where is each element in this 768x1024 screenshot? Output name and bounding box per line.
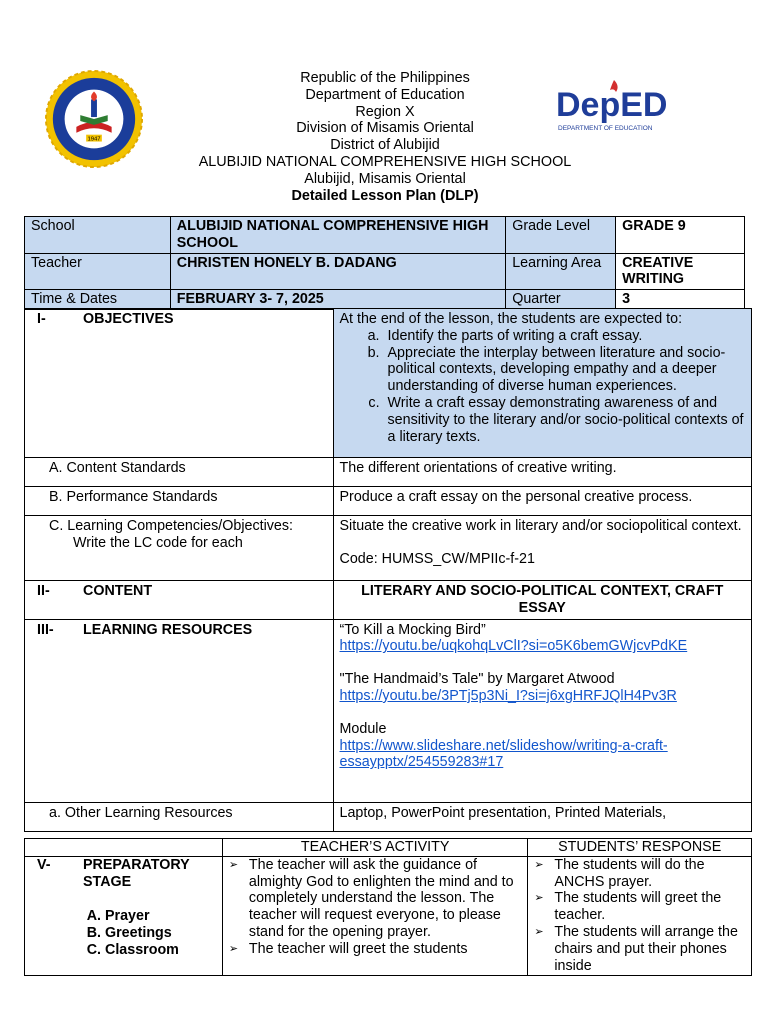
resource-3-link[interactable]: https://www.slideshare.net/slideshow/writing-a-craft- bbox=[339, 737, 668, 754]
grade-label: Grade Level bbox=[506, 217, 616, 254]
info-table bbox=[24, 216, 745, 310]
content-value: LITERARY AND SOCIO-POLITICAL CONTEXT, CRAFT ESSAY bbox=[333, 581, 751, 620]
student-response-list bbox=[534, 857, 745, 975]
performance-standards-label: B. Performance Standards bbox=[49, 489, 218, 505]
teacher-activity-item: ➢ The teacher will greet the students bbox=[228, 940, 468, 957]
arrow-bullet-icon: ➢ bbox=[534, 892, 544, 905]
student-response-header: STUDENTS’ RESPONSE bbox=[528, 839, 752, 857]
dates-label: Time & Dates bbox=[25, 290, 171, 310]
teacher-activity-header: TEACHER’S ACTIVITY bbox=[222, 839, 527, 857]
header-district: District of Alubijid bbox=[330, 137, 440, 154]
resources-row bbox=[25, 619, 752, 802]
teacher-label: Teacher bbox=[25, 253, 171, 290]
objectives-heading: OBJECTIVES bbox=[83, 311, 174, 327]
activity-header-row bbox=[25, 839, 752, 857]
student-response-item: ➢ The students will arrange the chairs and put their phones inside bbox=[534, 923, 738, 974]
resource-1-title: “To Kill a Mocking Bird” bbox=[339, 621, 486, 638]
header-department: Department of Education bbox=[305, 86, 465, 103]
document-header bbox=[140, 70, 630, 204]
teacher-activity-list bbox=[229, 857, 521, 958]
stage-list bbox=[31, 908, 216, 958]
header-region: Region X bbox=[355, 103, 415, 120]
teacher-value: CHRISTEN HONELY B. DADANG bbox=[170, 253, 505, 290]
objective-item: c. Write a craft essay demonstrating awareness of and sensitivity to the literary and/or socio-political contexts of a literary texts. bbox=[384, 395, 745, 445]
area-value: CREATIVE WRITING bbox=[616, 253, 745, 290]
teacher-activity-item: ➢ The teacher will ask the guidance of almighty God to enlighten the mind and to completely understand the lesson. The teacher will request everyone, to please stand for the opening prayer. bbox=[228, 856, 514, 940]
objectives-list bbox=[340, 328, 745, 446]
performance-standards-row bbox=[25, 487, 752, 516]
objectives-box bbox=[333, 309, 751, 458]
info-row-school bbox=[25, 217, 745, 254]
preparatory-row bbox=[25, 856, 752, 975]
objective-item: b. Appreciate the interplay between literature and socio-political contexts, developing empathy and a deeper understanding of diverse human experiences. bbox=[384, 345, 745, 395]
dates-value: FEBRUARY 3- 7, 2025 bbox=[170, 290, 505, 310]
resource-1-link[interactable]: https://youtu.be/uqkohqLvClI?si=o5K6bemGWjcvPdKE bbox=[339, 638, 688, 655]
other-resources-value: Laptop, PowerPoint presentation, Printed Materials, bbox=[333, 802, 751, 831]
arrow-bullet-icon: ➢ bbox=[228, 942, 239, 955]
student-response-item: ➢ The students will greet the teacher. bbox=[534, 890, 722, 924]
stage-item: A. Prayer bbox=[105, 908, 216, 925]
competencies-label: C. Learning Competencies/Objectives: bbox=[49, 518, 293, 534]
svg-text:DEPARTMENT OF EDUCATION: DEPARTMENT OF EDUCATION bbox=[558, 125, 653, 132]
stage-item: B. Greetings bbox=[105, 925, 216, 942]
competencies-row bbox=[25, 516, 752, 581]
other-resources-label: a. Other Learning Resources bbox=[49, 804, 233, 821]
school-value: ALUBIJID NATIONAL COMPREHENSIVE HIGH SCHOOL bbox=[170, 217, 505, 254]
header-division: Division of Misamis Oriental bbox=[296, 120, 474, 137]
stage-item: C. Classroom bbox=[105, 942, 216, 959]
header-address: Alubijid, Misamis Oriental bbox=[304, 170, 466, 187]
content-standards-row bbox=[25, 458, 752, 487]
objectives-number: I- bbox=[37, 311, 46, 327]
arrow-bullet-icon: ➢ bbox=[228, 858, 239, 871]
arrow-bullet-icon: ➢ bbox=[534, 858, 544, 871]
student-response-item: ➢ The students will do the ANCHS prayer. bbox=[534, 856, 705, 890]
content-heading: CONTENT bbox=[83, 583, 153, 599]
info-row-teacher bbox=[25, 253, 745, 290]
content-standards-value: The different orientations of creative writing. bbox=[333, 458, 751, 487]
quarter-label: Quarter bbox=[506, 290, 616, 310]
objectives-row bbox=[25, 309, 752, 458]
objectives-intro: At the end of the lesson, the students are expected to: bbox=[339, 311, 683, 327]
arrow-bullet-icon: ➢ bbox=[534, 925, 544, 938]
competencies-sublabel: Write the LC code for each bbox=[73, 534, 243, 551]
content-standards-label: A. Content Standards bbox=[49, 460, 186, 476]
header-school: ALUBIJID NATIONAL COMPREHENSIVE HIGH SCHOOL bbox=[198, 153, 572, 170]
svg-text:DepED: DepED bbox=[556, 86, 668, 124]
resource-3-title: Module bbox=[339, 720, 387, 737]
competencies-code: Code: HUMSS_CW/MPIIc-f-21 bbox=[339, 550, 535, 567]
info-row-dates bbox=[25, 290, 745, 310]
other-resources-row bbox=[25, 802, 752, 831]
school-label: School bbox=[25, 217, 171, 254]
stage-label-cont: STAGE bbox=[83, 873, 132, 890]
stage-label: PREPARATORY bbox=[83, 856, 190, 873]
school-seal-logo bbox=[45, 70, 143, 168]
resource-2-title: "The Handmaid’s Tale" by Margaret Atwood bbox=[339, 671, 615, 688]
header-republic: Republic of the Philippines bbox=[300, 70, 470, 86]
objective-item: a. Identify the parts of writing a craft essay. bbox=[384, 328, 745, 345]
area-label: Learning Area bbox=[506, 253, 616, 290]
resources-heading: LEARNING RESOURCES bbox=[83, 621, 253, 638]
performance-standards-value: Produce a craft essay on the personal creative process. bbox=[333, 487, 751, 516]
content-row bbox=[25, 581, 752, 620]
stage-number: V- bbox=[37, 856, 51, 873]
document-title: Detailed Lesson Plan (DLP) bbox=[291, 187, 479, 204]
resource-2-link[interactable]: https://youtu.be/3PTj5p3Ni_I?si=j6xgHRFJQlH4Pv3R bbox=[339, 687, 677, 704]
resource-3-link-cont[interactable]: essaypptx/254559283#17 bbox=[339, 754, 504, 771]
quarter-value: 3 bbox=[616, 290, 745, 310]
activity-table bbox=[24, 838, 752, 976]
svg-text:1947: 1947 bbox=[87, 136, 101, 143]
content-number: II- bbox=[37, 583, 50, 599]
lesson-table bbox=[24, 308, 752, 832]
resources-number: III- bbox=[37, 621, 54, 638]
competencies-value: Situate the creative work in literary and/or sociopolitical context. bbox=[339, 518, 742, 534]
grade-value: GRADE 9 bbox=[616, 217, 745, 254]
